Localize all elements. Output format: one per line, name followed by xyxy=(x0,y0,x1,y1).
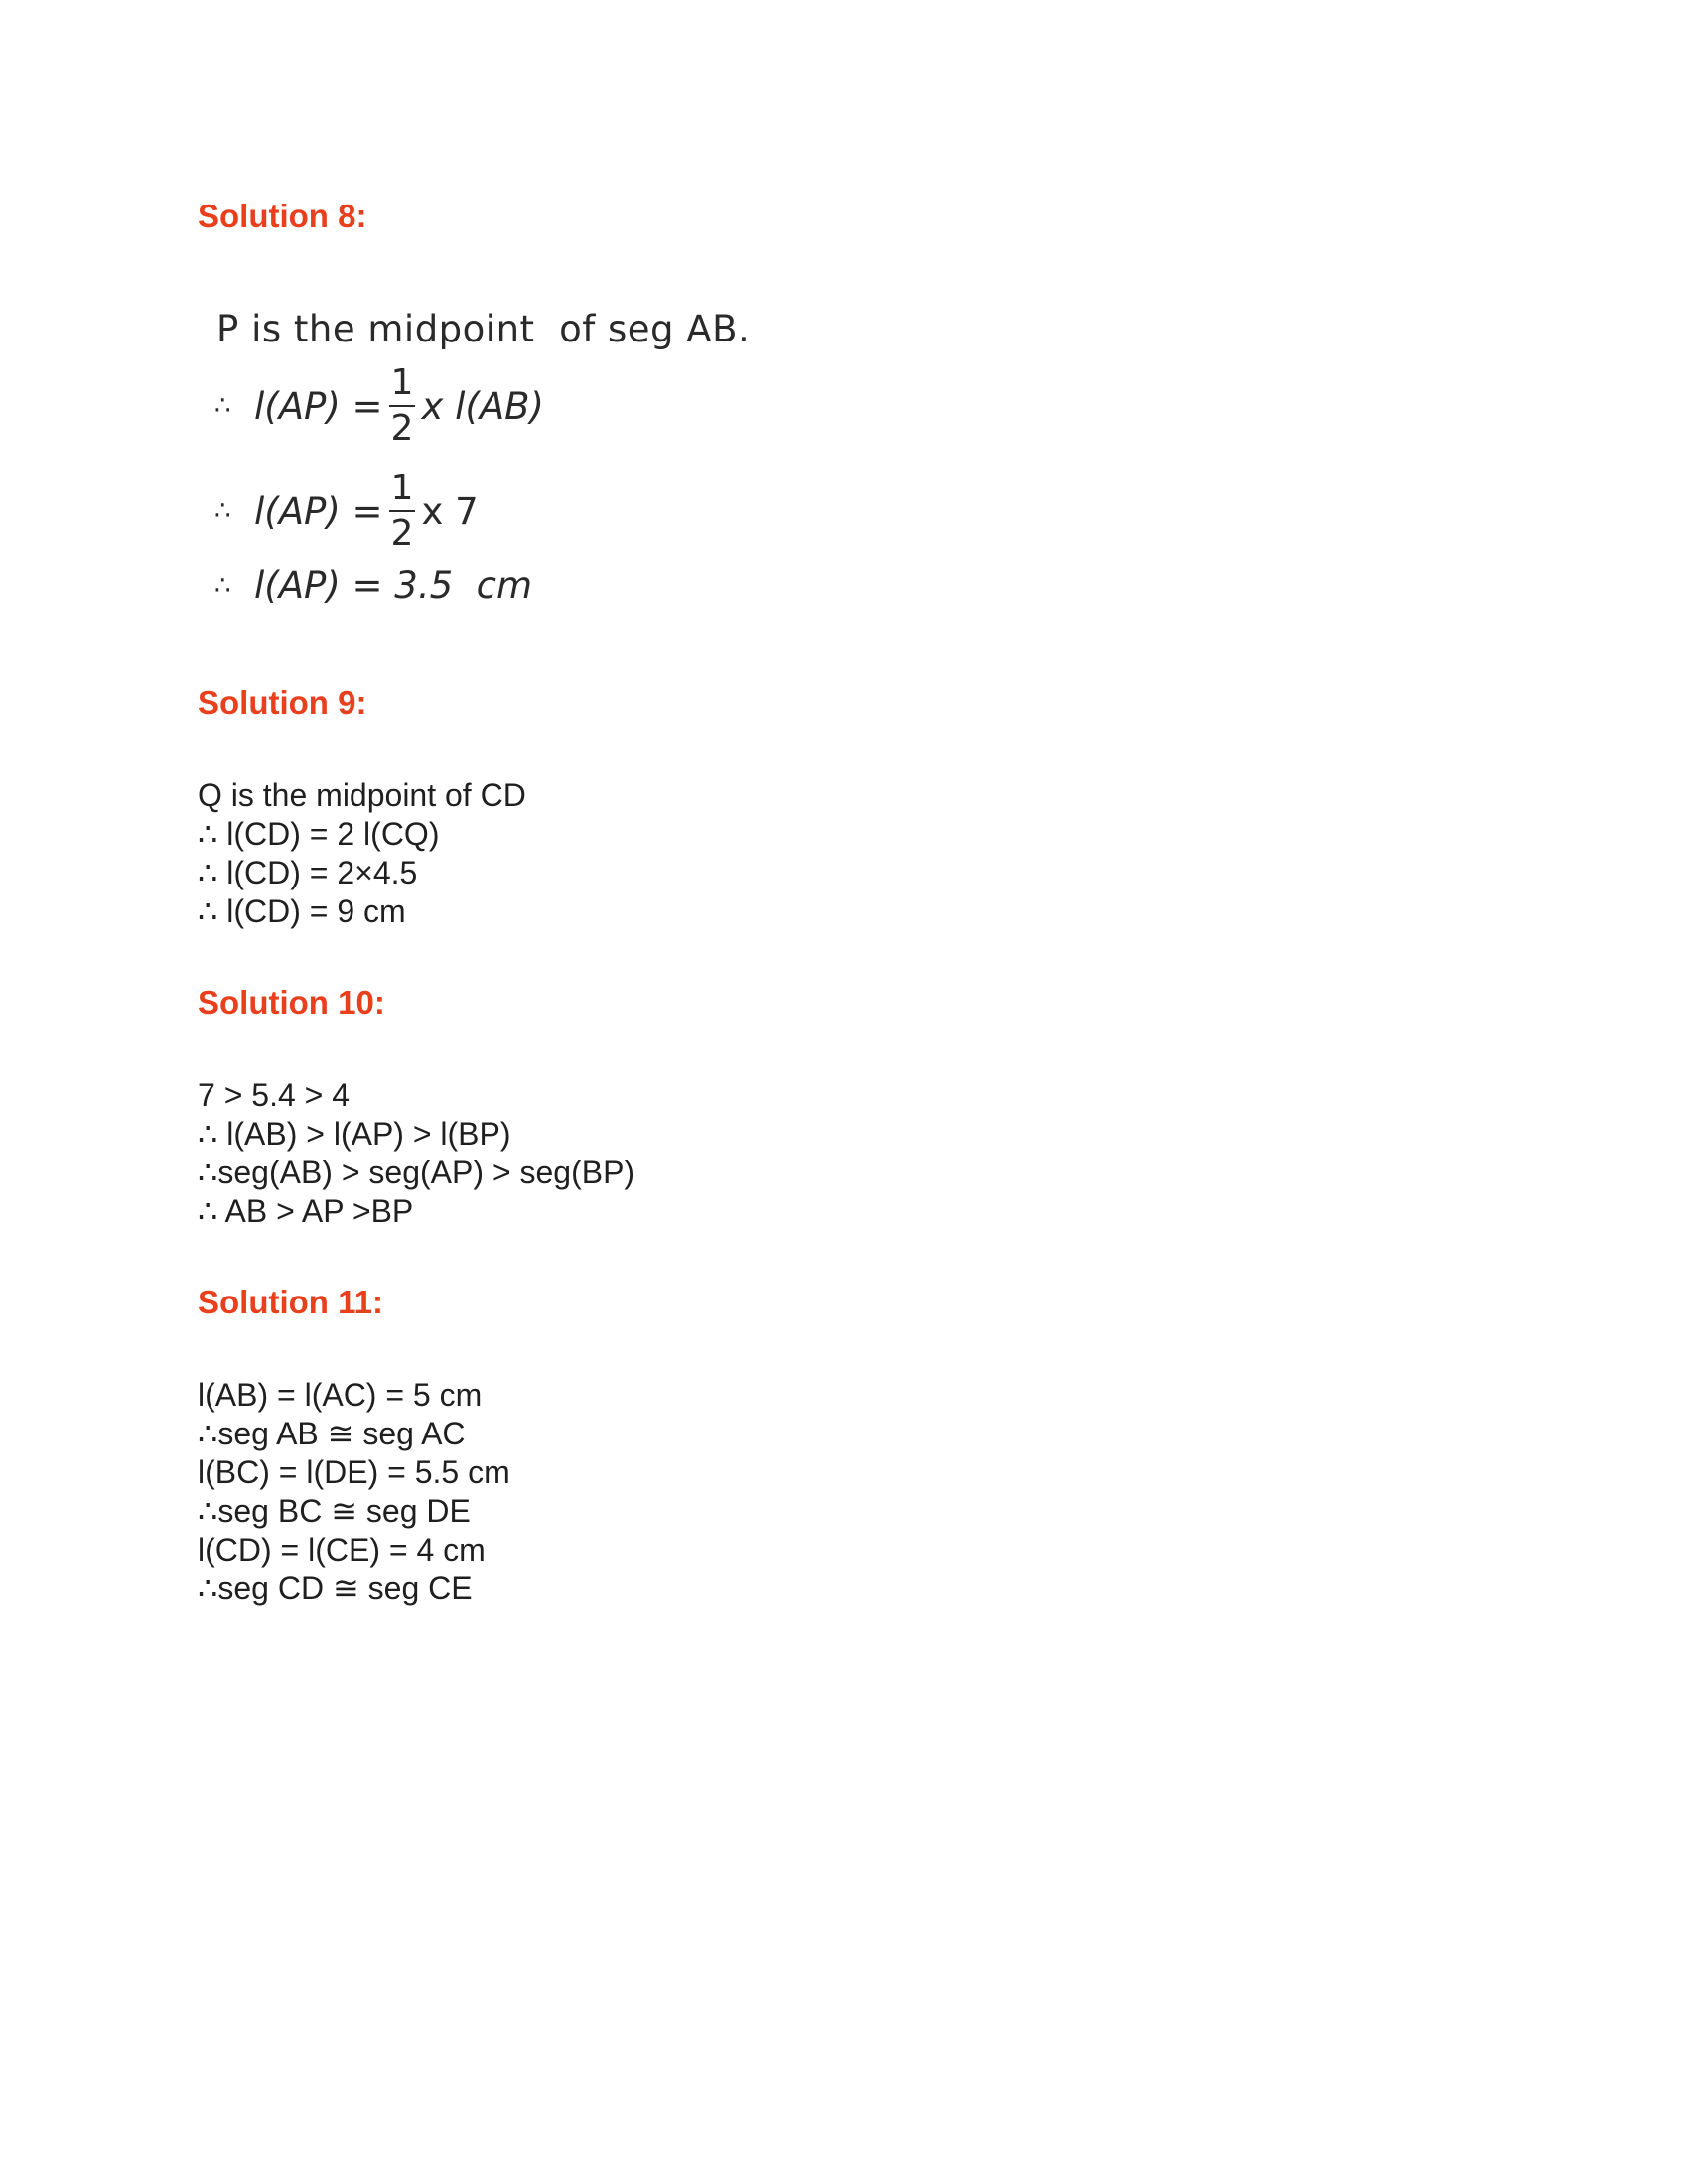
solution-10-line: 7 > 5.4 > 4 xyxy=(198,1077,351,1113)
solution-8-line-3 xyxy=(214,564,532,607)
therefore-symbol: ∴ xyxy=(214,496,231,526)
solution-10-body xyxy=(198,1076,634,1231)
therefore-symbol: ∴ xyxy=(214,570,231,601)
solution-11-line: l(AB) = l(AC) = 5 cm xyxy=(198,1377,483,1413)
fraction xyxy=(389,468,416,554)
solution-11-line: ∴seg AB ≅ seg AC xyxy=(198,1416,466,1451)
solution-11-line: ∴seg BC ≅ seg DE xyxy=(198,1493,471,1529)
solution-8-statement: P is the midpoint of seg AB. xyxy=(216,308,751,350)
rhs-expression: x l(AB) xyxy=(421,384,544,428)
solution-8-heading: Solution 8: xyxy=(198,198,367,234)
fraction-numerator: 1 xyxy=(390,362,414,403)
solution-10-line: ∴ l(AB) > l(AP) > l(BP) xyxy=(198,1116,511,1152)
solution-8-math-image xyxy=(205,294,780,641)
fraction-numerator: 1 xyxy=(390,468,414,508)
lhs-expression: l(AP) = xyxy=(254,384,383,428)
fraction-bar xyxy=(389,405,415,407)
solution-11-line: l(CD) = l(CE) = 4 cm xyxy=(198,1532,486,1568)
solution-9-line: ∴ l(CD) = 2 l(CQ) xyxy=(198,816,440,852)
solution-10-heading: Solution 10: xyxy=(198,984,385,1021)
fraction xyxy=(389,362,416,449)
lhs-expression: l(AP) = xyxy=(254,489,383,533)
solution-9-body xyxy=(198,776,526,931)
fraction-denominator: 2 xyxy=(390,513,414,554)
solution-9-line: ∴ l(CD) = 9 cm xyxy=(198,893,406,929)
solution-10-line: ∴seg(AB) > seg(AP) > seg(BP) xyxy=(198,1155,635,1190)
solution-8-line-2 xyxy=(214,468,479,554)
solution-11-line: l(BC) = l(DE) = 5.5 cm xyxy=(198,1454,510,1490)
solution-11-line: ∴seg CD ≅ seg CE xyxy=(198,1570,473,1606)
rhs-expression: x 7 xyxy=(421,489,479,533)
solution-9-heading: Solution 9: xyxy=(198,684,367,721)
solution-9-line: Q is the midpoint of CD xyxy=(198,777,526,813)
solution-8-line-1 xyxy=(214,362,544,449)
fraction-denominator: 2 xyxy=(390,408,414,449)
therefore-symbol: ∴ xyxy=(214,391,231,421)
solution-9-line: ∴ l(CD) = 2×4.5 xyxy=(198,855,418,890)
solution-11-body xyxy=(198,1376,510,1608)
result-expression: l(AP) = 3.5 cm xyxy=(254,564,533,607)
solution-11-heading: Solution 11: xyxy=(198,1284,384,1320)
fraction-bar xyxy=(389,510,415,512)
solution-10-line: ∴ AB > AP >BP xyxy=(198,1193,414,1229)
